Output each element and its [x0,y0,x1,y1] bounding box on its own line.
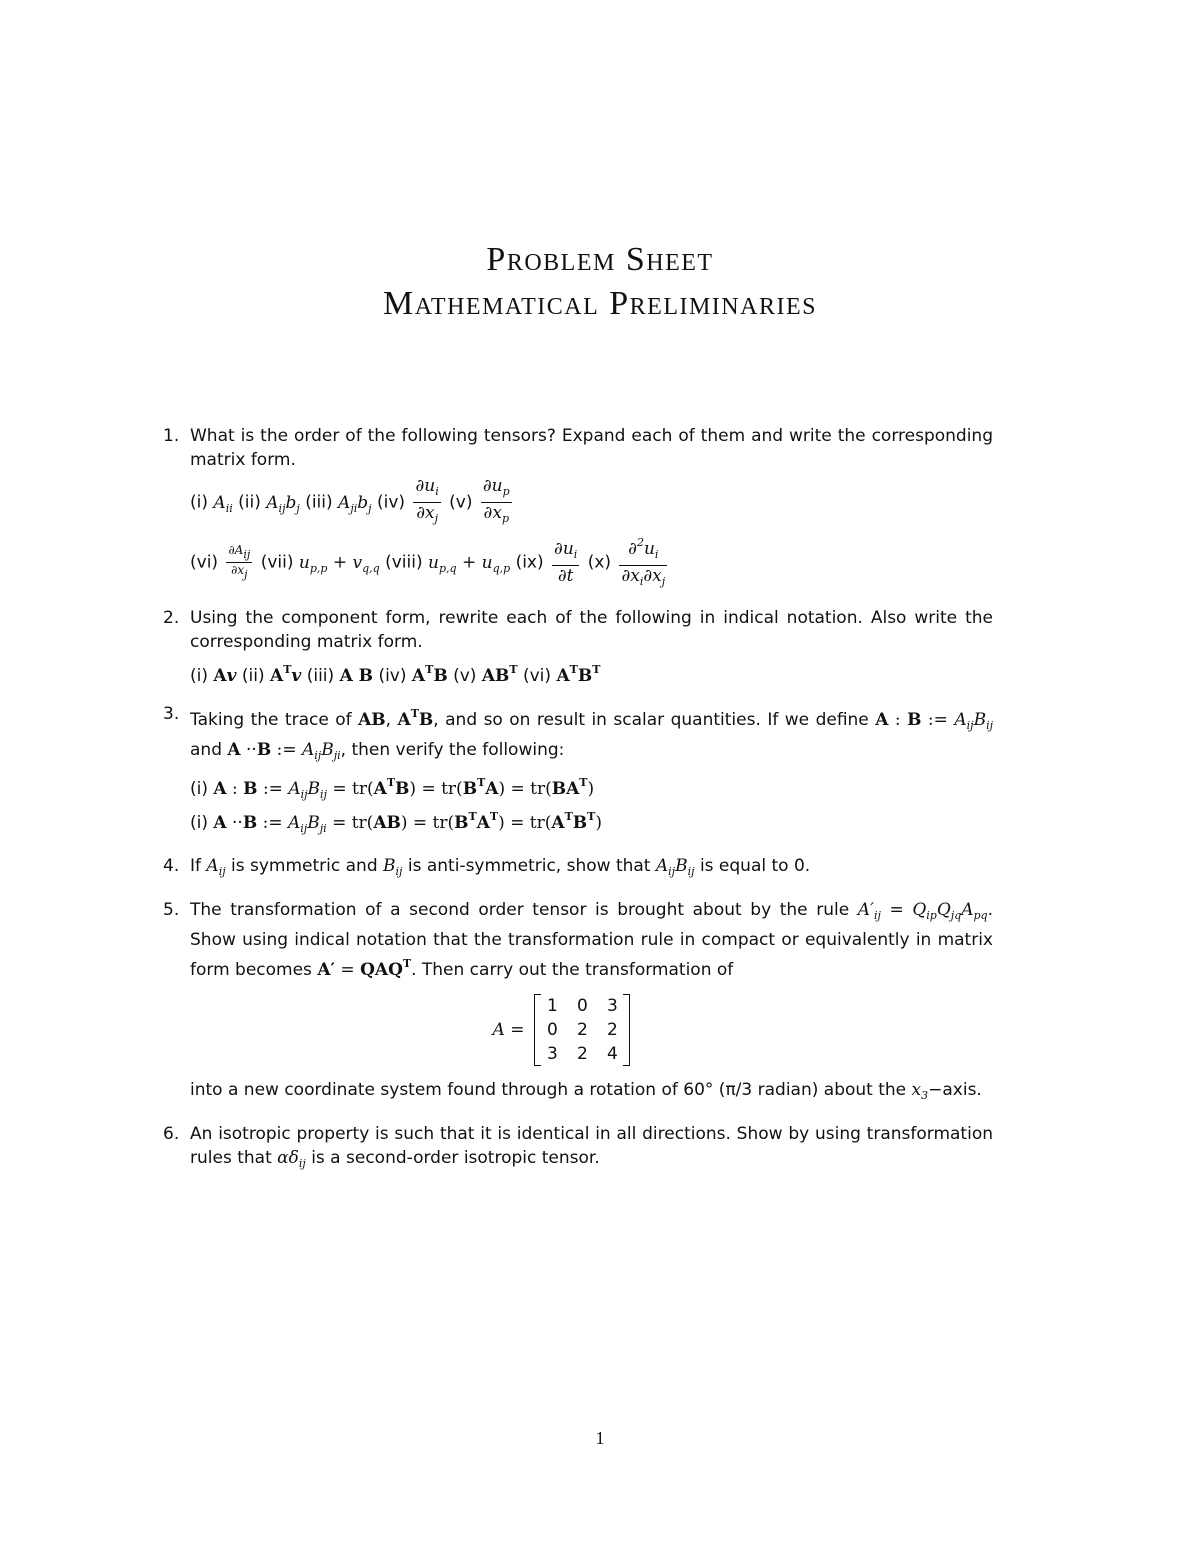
problem-text: Using the component form, rewrite each of the following in indical notation. Also write the corresponding matrix form. [190,608,993,652]
fraction: $\frac{\partial^2u_i}{\partial x_i\partial x_j}$ [619,533,667,592]
problem-number: 2. [163,608,180,628]
matrix-cell: 2 [607,1020,618,1040]
fraction: $\frac{\partial u_i}{\partial t}$ [554,539,578,586]
matrix-display [190,994,993,1066]
matrix-label: A = [492,1020,525,1040]
problem-2 [163,606,993,688]
page-title [0,238,1200,326]
title-line-2: Mathematical Preliminaries [383,285,817,322]
problem-number: 4. [163,856,180,876]
matrix-a [534,994,630,1066]
expression-line: (i) Av (ii) $A^Tv$ (iii) A B (iv) $A^TB$ (v) $AB^T$ (vi) $A^TB^T$ [190,663,601,686]
expression-line-1: (i) A : B := $A_{ij}B_{ij} = tr(A^TB) = tr(B^TA) = tr(BA^T)$ [190,776,595,801]
problem-list [163,424,993,1190]
problem-4 [163,854,993,884]
matrix-cell: 0 [547,1020,558,1040]
problem-text: What is the order of the following tensors? Expand each of them and write the corresponding matrix form. [190,426,993,470]
expression-line-2: (vi) $\frac{\partial A_{ij}}{\partial x_j}$ (vii) $u_{p,p} + v_{q,q}$ (viii) $u_{p,q} + u_{q,p}$ (ix) $\frac{\partial u_i}{\partial t}$ (x) $\frac{\partial^2u_i}{\partial x_i\partial x_j}$ [190,533,993,592]
problem-5 [163,898,993,1108]
fraction: $\frac{\partial u_i}{\partial x_j}$ [415,476,439,525]
fraction: $\frac{\partial u_p}{\partial x_p}$ [482,476,510,525]
problem-text: The transformation of a second order tensor is brought about by the rule $A'_{ij} = Q_{ip}Q_{jq}A_{pq}$. Show using indical notation that the transformation rule in compact or equivalently in matrix form becomes $A' = QAQ^T$. Then carry out the transformation of [190,900,994,980]
problem-number: 1. [163,426,180,446]
problem-number: 5. [163,900,180,920]
problem-1 [163,424,993,592]
fraction: $\frac{\partial A_{ij}}{\partial x_j}$ [228,543,251,581]
problem-text: An isotropic property is such that it is identical in all directions. Show by using transformation rules that $\alpha\delta_{ij}$ is a second-order isotropic tensor. [190,1124,993,1170]
matrix-cell: 2 [577,1020,588,1040]
problem-text: If $A_{ij}$ is symmetric and $B_{ij}$ is anti-symmetric, show that $A_{ij}B_{ij}$ is equal to 0. [190,856,811,878]
problem-number: 6. [163,1124,180,1144]
problem-text: Taking the trace of AB, $A^TB$, and so on result in scalar quantities. If we define A : B := $A_{ij}B_{ij}$ and A ··B := $A_{ij}B_{ji}$, then verify the following: [190,707,993,762]
problem-3 [163,702,993,840]
problem-text-continued: into a new coordinate system found through a rotation of 60° (π/3 radian) about the $x_3-axis$. [190,1080,982,1102]
matrix-cell: 1 [547,996,558,1016]
expression-line-2: (i) A ··B := $A_{ij}B_{ji} = tr(AB) = tr(B^TA^T) = tr(A^TB^T)$ [190,810,602,835]
expression-line-1: (i) $A_{ii}$ (ii) $A_{ij}b_j$ (iii) $A_{ji}b_j$ (iv) $\frac{\partial u_i}{\partial x_j}$ (v) $\frac{\partial u_p}{\partial x_p}$ [190,476,993,529]
problem-number: 3. [163,704,180,724]
problem-6 [163,1122,993,1176]
page-number: 1 [595,1428,605,1448]
matrix-cell: 0 [577,996,588,1016]
matrix-cell: 3 [547,1044,558,1064]
matrix-cell: 2 [577,1044,588,1064]
title-line-1: Problem Sheet [486,241,714,278]
matrix-cell: 3 [607,996,618,1016]
matrix-cell: 4 [607,1044,618,1064]
